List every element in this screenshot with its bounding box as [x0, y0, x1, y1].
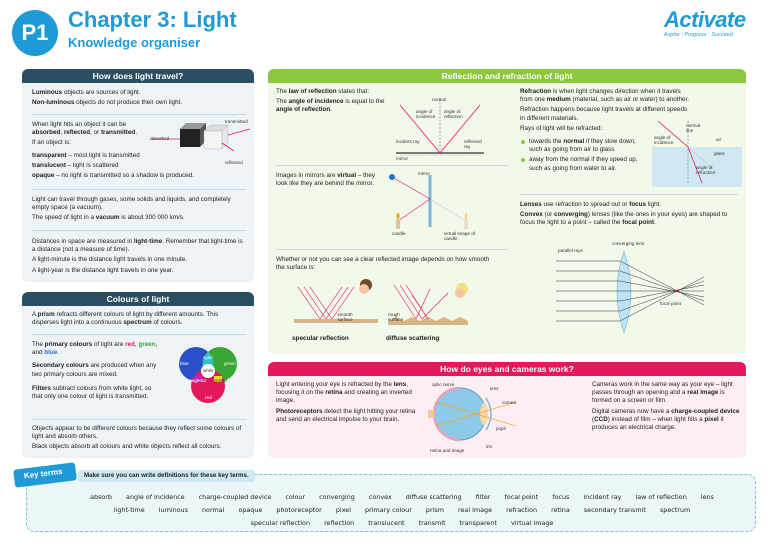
page-header: [0, 0, 768, 62]
label-glass: glass: [714, 151, 725, 156]
bullet-towards-normal: towards the normal if they slow down, such as going from air to glass: [520, 138, 648, 154]
key-term: real image: [457, 506, 493, 514]
light-time-text: Distances in space are measured in light-time. Remember that light-time is a distance (not a measure of time). A light-minute is the distance light travels in one minute. A light-year is the distance light travels in one year.: [32, 238, 243, 274]
key-term: filter: [475, 493, 491, 501]
logo-tagline: Aspire · Progress · Succeed: [664, 31, 733, 38]
bullet-away-normal: away from the normal if they speed up, such as going from water to air.: [520, 156, 648, 172]
key-term: lens: [700, 493, 714, 501]
key-term: secondary transmit: [583, 506, 646, 514]
page-subtitle: Knowledge organiser: [68, 35, 201, 50]
key-term: convex: [368, 493, 392, 501]
panel-heading: Reflection and refraction of light: [268, 69, 746, 83]
label-mirror: mirror: [396, 156, 408, 161]
key-term: opaque: [238, 506, 263, 514]
key-term: retina: [551, 506, 570, 514]
luminous-text: Luminous objects are sources of light. Non-luminous objects do not produce their own light.: [32, 89, 183, 107]
key-term: spectrum: [659, 506, 691, 514]
label-retina: retina and image: [430, 448, 465, 453]
diffuse-scattering-diagram: [386, 277, 476, 331]
label-rough-surface: rough surface: [388, 312, 404, 323]
key-term: angle of incidence: [126, 493, 185, 501]
logo-wordmark: Activate: [664, 7, 746, 32]
label-pupil: pupil: [496, 426, 506, 431]
label-absorbed: absorbed: [150, 136, 170, 141]
key-term: reflection: [324, 519, 355, 527]
label-converging-lens: converging lens: [612, 241, 645, 246]
label-lens: lens: [490, 386, 499, 391]
refraction-text: Refraction is when light changes direction when it travels from one medium (material, such as air or water) to another. Refraction happens because light travels at different speeds in different materials. Rays of light will be refracted:: [520, 88, 690, 132]
label-reflected: reflected: [225, 160, 243, 165]
key-term: law of reflection: [635, 493, 687, 501]
eye-text: Light entering your eye is refracted by the lens, focusing it on the retina and creating an inverted image. Photoreceptors detect the light hitting your retina and send an electrical impulse to your brain.: [276, 381, 416, 423]
venn-magenta: magenta: [188, 378, 206, 383]
panel-heading: Colours of light: [22, 292, 254, 306]
panel-reflection-refraction: [268, 69, 746, 354]
panel-heading: How does light travel?: [22, 69, 254, 83]
label-angle-incidence: angle of incidence: [416, 109, 436, 120]
venn-green: green: [224, 361, 236, 366]
label-focal-point: focal point: [660, 301, 681, 306]
label-angle-reflection: angle of reflection: [444, 109, 463, 120]
key-terms-list: [72, 491, 732, 530]
panel-eyes-cameras: [268, 362, 746, 458]
key-term: refraction: [506, 506, 538, 514]
key-term: converging: [319, 493, 355, 501]
label-optic-nerve: optic nerve: [432, 382, 455, 387]
panel-heading: How do eyes and cameras work?: [268, 362, 746, 376]
key-term: primary colour: [365, 506, 412, 514]
venn-yellow: yellow: [214, 378, 227, 383]
label-virtual-image: virtual image of candle: [444, 231, 476, 242]
chapter-badge: P1: [12, 10, 58, 56]
surface-smoothness-text: Whether or not you can see a clear reflected image depends on how smooth the surface is:: [276, 256, 490, 272]
speed-of-light-text: Light can travel through gases, some solids and liquids, and completely empty space (a vacuum). The speed of light in a vacuum is about 300 000 km/s.: [32, 196, 231, 222]
venn-white: white: [203, 368, 214, 373]
key-term: focal point: [504, 493, 539, 501]
label-transmitted: transmitted: [225, 119, 248, 124]
lenses-text: Lenses use refraction to spread out or focus light. Convex (or converging) lenses (like the ones in your eyes) are shaped to focus the light to a point – called the focal point.: [520, 201, 728, 227]
label-reflected-ray: reflected ray: [464, 139, 482, 150]
key-term: specular reflection: [250, 519, 311, 527]
key-term: luminous: [158, 506, 188, 514]
panel-light-travel: [22, 69, 254, 282]
key-term: absorb: [90, 493, 112, 501]
objects-colour-text: Objects appear to be different colours because they reflect some colours of light and absorb others. Black objects absorb all colours and white objects reflect all colours.: [32, 425, 242, 451]
label-normal: normal: [432, 97, 447, 102]
label-smooth-surface: smooth surface: [337, 312, 353, 323]
key-term: colour: [285, 493, 306, 501]
label-incident-ray: incident ray: [396, 139, 420, 144]
object-states: transparent – most light is transmitted translucent – light is scattered opaque – no light is transmitted so a shadow is produced.: [32, 152, 195, 180]
law-of-reflection-diagram: [392, 95, 488, 163]
virtual-image-text: Images in mirrors are virtual – they look like they are behind the mirror.: [276, 172, 376, 188]
key-term: translucent: [368, 519, 405, 527]
key-term: charge-coupled device: [198, 493, 272, 501]
label-mirror-2: mirror: [418, 171, 430, 176]
refraction-bullets: [520, 138, 648, 175]
law-of-reflection-text: The law of reflection states that: The angle of incidence is equal to the angle of reflection.: [276, 88, 385, 114]
key-term: transmit: [418, 519, 446, 527]
prism-text: A prism refracts different colours of light by different amounts. This disperses light into a continuous spectrum of colours.: [32, 311, 219, 327]
key-term: focus: [552, 493, 570, 501]
label-iris: iris: [486, 444, 492, 449]
key-term: incident ray: [583, 493, 622, 501]
key-terms-section: [14, 466, 756, 532]
specular-reflection-caption: specular reflection: [292, 335, 349, 342]
camera-text: Cameras work in the same way as your eye – light passes through an opening and a real image is formed on a screen or film. Digital cameras now have a charge-coupled device (CCD) instead of film – when light hits a pixel it produces an electrical charge.: [592, 381, 740, 431]
venn-cyan: cyan: [203, 355, 213, 360]
activate-logo: [664, 6, 760, 40]
primary-colours-text: The primary colours of light are red, green, and blue. Secondary colours are produced when any two primary colours are mixed. Filters subtract colours from white light, so that only one colour of light is transmitted.: [32, 341, 158, 400]
label-refr-refraction: angle of refraction: [696, 165, 716, 176]
key-term: virtual image: [510, 519, 554, 527]
key-term: prism: [425, 506, 444, 514]
key-term: pixel: [335, 506, 351, 514]
label-candle: candle: [392, 231, 406, 236]
key-term: diffuse scattering: [405, 493, 462, 501]
key-term: transparent: [459, 519, 497, 527]
converging-lens-diagram: [554, 247, 724, 337]
venn-blue: blue: [180, 361, 189, 366]
page-title: Chapter 3: Light: [68, 7, 237, 32]
specular-reflection-diagram: [290, 277, 380, 331]
colour-venn-diagram: [172, 340, 244, 412]
label-refr-incidence: angle of incidence: [654, 135, 674, 146]
key-term: photoreceptor: [276, 506, 322, 514]
light-hits-text: When light hits an object it can be absorbed, reflected, or transmitted. If an object is:: [32, 121, 137, 147]
key-terms-tag: Key terms: [13, 462, 77, 487]
label-normal-line: normal line: [686, 123, 701, 134]
venn-red: red: [205, 395, 212, 400]
panel-colours-of-light: [22, 292, 254, 458]
eye-diagram: [426, 382, 522, 448]
key-terms-note: Make sure you can write definitions for these key terms.: [78, 470, 255, 482]
label-cornea: cornea: [502, 400, 517, 405]
label-parallel-rays: parallel rays: [558, 248, 583, 253]
label-air: air: [716, 137, 722, 142]
diffuse-scattering-caption: diffuse scattering: [386, 335, 440, 342]
key-term: normal: [201, 506, 225, 514]
key-term: light-time: [113, 506, 145, 514]
